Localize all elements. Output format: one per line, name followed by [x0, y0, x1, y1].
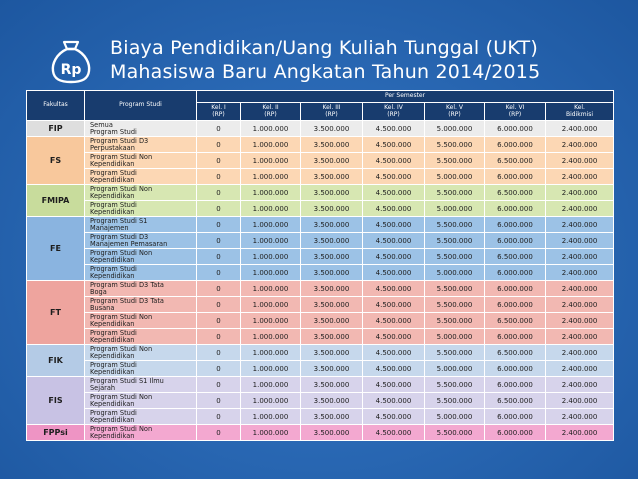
fee-cell-kel-2: 1.000.000	[241, 393, 301, 409]
fee-cell-kel-7: 2.400.000	[546, 153, 614, 169]
program-line-1: Program Studi D3	[90, 136, 149, 145]
fee-cell-kel-4: 4.500.000	[363, 313, 425, 329]
title-line-2: Mahasiswa Baru Angkatan Tahun 2014/2015	[110, 61, 541, 83]
header-kel-5-line-2: (RP)	[448, 110, 461, 118]
header-kel-1	[197, 103, 241, 121]
program-line-2: Boga	[90, 287, 107, 296]
fee-cell-kel-1: 0	[197, 329, 241, 345]
fee-cell-kel-5: 5.500.000	[425, 377, 485, 393]
header-fakultas: Fakultas	[27, 91, 85, 121]
fee-cell-kel-6: 6.000.000	[485, 377, 546, 393]
fee-cell-kel-7: 2.400.000	[546, 265, 614, 281]
fee-cell-kel-7: 2.400.000	[546, 313, 614, 329]
fee-cell-kel-5: 5.500.000	[425, 425, 485, 441]
fee-cell-kel-3: 3.500.000	[301, 297, 363, 313]
program-line-1: Program Studi S1 Ilmu	[90, 376, 164, 385]
fee-cell-kel-4: 4.500.000	[363, 425, 425, 441]
table-row	[27, 361, 614, 377]
fee-cell-kel-1: 0	[197, 265, 241, 281]
fee-cell-kel-7: 2.400.000	[546, 393, 614, 409]
fee-cell-kel-7: 2.400.000	[546, 233, 614, 249]
fee-cell-kel-4: 4.500.000	[363, 377, 425, 393]
fee-cell-kel-2: 1.000.000	[241, 377, 301, 393]
ukt-table	[26, 90, 614, 441]
fee-cell-kel-4: 4.500.000	[363, 409, 425, 425]
fee-cell-kel-4: 4.500.000	[363, 169, 425, 185]
fee-cell-kel-2: 1.000.000	[241, 265, 301, 281]
fee-cell-kel-1: 0	[197, 169, 241, 185]
header-kel-1-line-2: (RP)	[212, 110, 225, 118]
fee-cell-kel-4: 4.500.000	[363, 233, 425, 249]
header-kel-5	[425, 103, 485, 121]
program-line-1: Program Studi	[90, 264, 137, 273]
fee-cell-kel-2: 1.000.000	[241, 281, 301, 297]
fee-cell-kel-4: 4.500.000	[363, 185, 425, 201]
program-line-1: Program Studi Non	[90, 392, 153, 401]
program-line-2: Kependidikan	[90, 271, 135, 280]
fee-cell-kel-3: 3.500.000	[301, 265, 363, 281]
fee-cell-kel-5: 5.000.000	[425, 329, 485, 345]
program-line-1: Program Studi	[90, 200, 137, 209]
page-title	[110, 36, 540, 84]
header-kel-6-line-2: (RP)	[508, 110, 522, 118]
fee-cell-kel-5: 5.500.000	[425, 217, 485, 233]
fee-cell-kel-6: 6.000.000	[485, 297, 546, 313]
program-studi-cell	[85, 409, 197, 425]
fee-cell-kel-2: 1.000.000	[241, 217, 301, 233]
faculty-cell-fs: FS	[27, 137, 85, 185]
fee-cell-kel-2: 1.000.000	[241, 169, 301, 185]
fee-cell-kel-6: 6.500.000	[485, 393, 546, 409]
faculty-cell-fik: FIK	[27, 345, 85, 377]
fee-cell-kel-6: 6.500.000	[485, 249, 546, 265]
program-line-1: Program Studi Non	[90, 152, 153, 161]
fee-cell-kel-1: 0	[197, 217, 241, 233]
fee-cell-kel-3: 3.500.000	[301, 329, 363, 345]
fee-cell-kel-4: 4.500.000	[363, 361, 425, 377]
table-row	[27, 393, 614, 409]
slide-header	[48, 36, 608, 86]
fee-cell-kel-2: 1.000.000	[241, 121, 301, 137]
faculty-cell-fe: FE	[27, 217, 85, 281]
program-line-2: Manajemen	[90, 223, 129, 232]
program-studi-cell	[85, 169, 197, 185]
fee-cell-kel-7: 2.400.000	[546, 361, 614, 377]
program-line-2: Busana	[90, 303, 115, 312]
fee-cell-kel-4: 4.500.000	[363, 137, 425, 153]
fee-cell-kel-5: 5.000.000	[425, 409, 485, 425]
header-kel-4-line-1: Kel. IV	[384, 104, 403, 111]
faculty-cell-fip: FIP	[27, 121, 85, 137]
money-bag-icon	[48, 38, 94, 84]
program-line-1: Program Studi Non	[90, 184, 153, 193]
table-row	[27, 217, 614, 233]
fee-cell-kel-7: 2.400.000	[546, 169, 614, 185]
fee-cell-kel-1: 0	[197, 409, 241, 425]
program-studi-cell	[85, 297, 197, 313]
fee-cell-kel-6: 6.000.000	[485, 169, 546, 185]
program-line-2: Kependidikan	[90, 351, 135, 360]
fee-cell-kel-6: 6.000.000	[485, 121, 546, 137]
header-kel-7-line-1: Kel.	[574, 104, 585, 111]
faculty-cell-ft: FT	[27, 281, 85, 345]
program-line-2: Sejarah	[90, 383, 116, 392]
fee-cell-kel-5: 5.500.000	[425, 345, 485, 361]
fee-cell-kel-6: 6.500.000	[485, 345, 546, 361]
program-line-1: Program Studi Non	[90, 344, 153, 353]
fee-cell-kel-5: 5.500.000	[425, 393, 485, 409]
faculty-cell-fis: FIS	[27, 377, 85, 425]
fee-cell-kel-4: 4.500.000	[363, 201, 425, 217]
fee-cell-kel-3: 3.500.000	[301, 233, 363, 249]
fee-cell-kel-4: 4.500.000	[363, 281, 425, 297]
fee-cell-kel-3: 3.500.000	[301, 425, 363, 441]
fee-cell-kel-6: 6.000.000	[485, 329, 546, 345]
program-studi-cell	[85, 217, 197, 233]
fee-cell-kel-2: 1.000.000	[241, 297, 301, 313]
fee-cell-kel-3: 3.500.000	[301, 281, 363, 297]
table-row	[27, 409, 614, 425]
fee-cell-kel-7: 2.400.000	[546, 377, 614, 393]
fee-cell-kel-3: 3.500.000	[301, 393, 363, 409]
fee-cell-kel-1: 0	[197, 185, 241, 201]
fee-cell-kel-3: 3.500.000	[301, 313, 363, 329]
fee-cell-kel-6: 6.000.000	[485, 409, 546, 425]
table-row	[27, 233, 614, 249]
header-row-1	[27, 91, 614, 103]
fee-cell-kel-4: 4.500.000	[363, 153, 425, 169]
fee-cell-kel-7: 2.400.000	[546, 297, 614, 313]
program-studi-cell	[85, 329, 197, 345]
program-line-2: Kependidikan	[90, 431, 135, 440]
header-kel-2-line-1: Kel. II	[262, 104, 279, 111]
fee-cell-kel-1: 0	[197, 361, 241, 377]
program-line-1: Program Studi Non	[90, 248, 153, 257]
program-line-2: Kependidikan	[90, 207, 135, 216]
program-line-2: Perpustakaan	[90, 143, 135, 152]
program-studi-cell	[85, 121, 197, 137]
program-line-2: Kependidikan	[90, 415, 135, 424]
fee-cell-kel-2: 1.000.000	[241, 249, 301, 265]
fee-cell-kel-6: 6.000.000	[485, 361, 546, 377]
fee-cell-kel-7: 2.400.000	[546, 329, 614, 345]
fee-cell-kel-7: 2.400.000	[546, 345, 614, 361]
fee-cell-kel-1: 0	[197, 313, 241, 329]
program-studi-cell	[85, 377, 197, 393]
fee-cell-kel-4: 4.500.000	[363, 217, 425, 233]
program-line-2: Kependidikan	[90, 255, 135, 264]
fee-cell-kel-3: 3.500.000	[301, 409, 363, 425]
fee-cell-kel-6: 6.500.000	[485, 185, 546, 201]
fee-cell-kel-3: 3.500.000	[301, 201, 363, 217]
fee-cell-kel-6: 6.000.000	[485, 201, 546, 217]
table-row	[27, 425, 614, 441]
header-kel-1-line-1: Kel. I	[211, 104, 226, 111]
fee-cell-kel-4: 4.500.000	[363, 297, 425, 313]
table-row	[27, 265, 614, 281]
program-line-1: Program Studi Non	[90, 424, 153, 433]
header-kel-3-line-1: Kel. III	[322, 104, 341, 111]
program-line-1: Program Studi	[90, 328, 137, 337]
header-kel-3-line-2: (RP)	[325, 110, 338, 118]
program-line-1: Program Studi D3 Tata	[90, 280, 164, 289]
table-row	[27, 121, 614, 137]
table-row	[27, 153, 614, 169]
fee-cell-kel-2: 1.000.000	[241, 313, 301, 329]
faculty-cell-fmipa: FMIPA	[27, 185, 85, 217]
table-row	[27, 377, 614, 393]
fee-cell-kel-1: 0	[197, 153, 241, 169]
fee-cell-kel-7: 2.400.000	[546, 137, 614, 153]
program-line-2: Kependidikan	[90, 399, 135, 408]
fee-cell-kel-6: 6.000.000	[485, 281, 546, 297]
fee-cell-kel-3: 3.500.000	[301, 121, 363, 137]
fee-cell-kel-5: 5.500.000	[425, 313, 485, 329]
fee-cell-kel-1: 0	[197, 233, 241, 249]
program-studi-cell	[85, 313, 197, 329]
logo-label: Rp	[60, 62, 82, 78]
fee-cell-kel-2: 1.000.000	[241, 329, 301, 345]
fee-cell-kel-1: 0	[197, 297, 241, 313]
fee-cell-kel-5: 5.000.000	[425, 121, 485, 137]
program-line-2: Kependidikan	[90, 319, 135, 328]
program-line-2: Manajemen Pemasaran	[90, 239, 168, 248]
program-line-2: Kependidikan	[90, 159, 135, 168]
table-row	[27, 281, 614, 297]
fee-cell-kel-3: 3.500.000	[301, 249, 363, 265]
program-line-2: Kependidikan	[90, 175, 135, 184]
program-studi-cell	[85, 281, 197, 297]
fee-cell-kel-5: 5.500.000	[425, 281, 485, 297]
fee-cell-kel-2: 1.000.000	[241, 201, 301, 217]
fee-cell-kel-6: 6.000.000	[485, 265, 546, 281]
fee-cell-kel-5: 5.000.000	[425, 265, 485, 281]
table-row	[27, 249, 614, 265]
fee-cell-kel-3: 3.500.000	[301, 217, 363, 233]
fee-cell-kel-1: 0	[197, 425, 241, 441]
fee-cell-kel-7: 2.400.000	[546, 409, 614, 425]
header-kel-2	[241, 103, 301, 121]
fee-cell-kel-2: 1.000.000	[241, 153, 301, 169]
fee-cell-kel-1: 0	[197, 137, 241, 153]
table-row	[27, 313, 614, 329]
title-line-1: Biaya Pendidikan/Uang Kuliah Tunggal (UKT)	[110, 37, 538, 59]
ukt-table-container	[26, 90, 613, 441]
fee-cell-kel-6: 6.000.000	[485, 137, 546, 153]
table-body	[27, 121, 614, 441]
table-row	[27, 185, 614, 201]
program-line-1: Program Studi D3	[90, 232, 149, 241]
program-line-1: Semua	[90, 120, 113, 129]
fee-cell-kel-4: 4.500.000	[363, 121, 425, 137]
fee-cell-kel-2: 1.000.000	[241, 425, 301, 441]
fee-cell-kel-7: 2.400.000	[546, 425, 614, 441]
fee-cell-kel-5: 5.500.000	[425, 153, 485, 169]
header-kel-3	[301, 103, 363, 121]
program-line-1: Program Studi Non	[90, 312, 153, 321]
fee-cell-kel-2: 1.000.000	[241, 137, 301, 153]
table-row	[27, 329, 614, 345]
program-studi-cell	[85, 425, 197, 441]
program-studi-cell	[85, 137, 197, 153]
fee-cell-kel-3: 3.500.000	[301, 169, 363, 185]
fee-cell-kel-7: 2.400.000	[546, 121, 614, 137]
program-studi-cell	[85, 153, 197, 169]
fee-cell-kel-7: 2.400.000	[546, 201, 614, 217]
fee-cell-kel-7: 2.400.000	[546, 217, 614, 233]
fee-cell-kel-6: 6.000.000	[485, 425, 546, 441]
program-studi-cell	[85, 361, 197, 377]
program-line-2: Program Studi	[90, 127, 137, 136]
program-studi-cell	[85, 201, 197, 217]
program-studi-cell	[85, 249, 197, 265]
fee-cell-kel-6: 6.500.000	[485, 153, 546, 169]
header-program-studi: Program Studi	[85, 91, 197, 121]
fee-cell-kel-4: 4.500.000	[363, 329, 425, 345]
header-kel-7-line-2: Bidikmisi	[565, 110, 594, 118]
program-line-1: Program Studi	[90, 168, 137, 177]
fee-cell-kel-1: 0	[197, 201, 241, 217]
program-studi-cell	[85, 345, 197, 361]
program-line-2: Kependidikan	[90, 335, 135, 344]
fee-cell-kel-2: 1.000.000	[241, 185, 301, 201]
program-line-1: Program Studi D3 Tata	[90, 296, 164, 305]
fee-cell-kel-7: 2.400.000	[546, 249, 614, 265]
program-studi-cell	[85, 393, 197, 409]
fee-cell-kel-4: 4.500.000	[363, 393, 425, 409]
header-kel-4	[363, 103, 425, 121]
program-line-1: Program Studi	[90, 408, 137, 417]
fee-cell-kel-6: 6.000.000	[485, 233, 546, 249]
table-row	[27, 137, 614, 153]
fee-cell-kel-1: 0	[197, 249, 241, 265]
fee-cell-kel-2: 1.000.000	[241, 345, 301, 361]
header-kel-5-line-1: Kel. V	[446, 104, 463, 111]
fee-cell-kel-4: 4.500.000	[363, 345, 425, 361]
fee-cell-kel-3: 3.500.000	[301, 185, 363, 201]
header-kel-6	[485, 103, 546, 121]
fee-cell-kel-5: 5.500.000	[425, 137, 485, 153]
table-row	[27, 345, 614, 361]
fee-cell-kel-5: 5.500.000	[425, 233, 485, 249]
program-studi-cell	[85, 233, 197, 249]
header-kel-6-line-1: Kel. VI	[505, 104, 525, 111]
fee-cell-kel-3: 3.500.000	[301, 361, 363, 377]
fee-cell-kel-3: 3.500.000	[301, 153, 363, 169]
header-per-semester: Per Semester	[197, 91, 614, 103]
fee-cell-kel-1: 0	[197, 377, 241, 393]
fee-cell-kel-1: 0	[197, 121, 241, 137]
fee-cell-kel-1: 0	[197, 393, 241, 409]
table-row	[27, 297, 614, 313]
fee-cell-kel-5: 5.000.000	[425, 201, 485, 217]
fee-cell-kel-2: 1.000.000	[241, 361, 301, 377]
header-kel-7	[546, 103, 614, 121]
fee-cell-kel-2: 1.000.000	[241, 233, 301, 249]
program-studi-cell	[85, 185, 197, 201]
header-kel-4-line-2: (RP)	[387, 110, 400, 118]
header-kel-2-line-2: (RP)	[264, 110, 277, 118]
faculty-cell-fppsi: FPPsi	[27, 425, 85, 441]
fee-cell-kel-5: 5.500.000	[425, 297, 485, 313]
fee-cell-kel-3: 3.500.000	[301, 137, 363, 153]
fee-cell-kel-1: 0	[197, 281, 241, 297]
fee-cell-kel-3: 3.500.000	[301, 345, 363, 361]
fee-cell-kel-7: 2.400.000	[546, 185, 614, 201]
fee-cell-kel-2: 1.000.000	[241, 409, 301, 425]
table-row	[27, 169, 614, 185]
fee-cell-kel-5: 5.500.000	[425, 185, 485, 201]
table-row	[27, 201, 614, 217]
fee-cell-kel-6: 6.000.000	[485, 217, 546, 233]
fee-cell-kel-4: 4.500.000	[363, 265, 425, 281]
fee-cell-kel-6: 6.500.000	[485, 313, 546, 329]
fee-cell-kel-7: 2.400.000	[546, 281, 614, 297]
program-line-2: Kependidikan	[90, 367, 135, 376]
program-studi-cell	[85, 265, 197, 281]
program-line-1: Program Studi	[90, 360, 137, 369]
fee-cell-kel-1: 0	[197, 345, 241, 361]
fee-cell-kel-4: 4.500.000	[363, 249, 425, 265]
fee-cell-kel-5: 5.000.000	[425, 169, 485, 185]
fee-cell-kel-3: 3.500.000	[301, 377, 363, 393]
fee-cell-kel-5: 5.000.000	[425, 361, 485, 377]
program-line-2: Kependidikan	[90, 191, 135, 200]
fee-cell-kel-5: 5.500.000	[425, 249, 485, 265]
program-line-1: Program Studi S1	[90, 216, 148, 225]
